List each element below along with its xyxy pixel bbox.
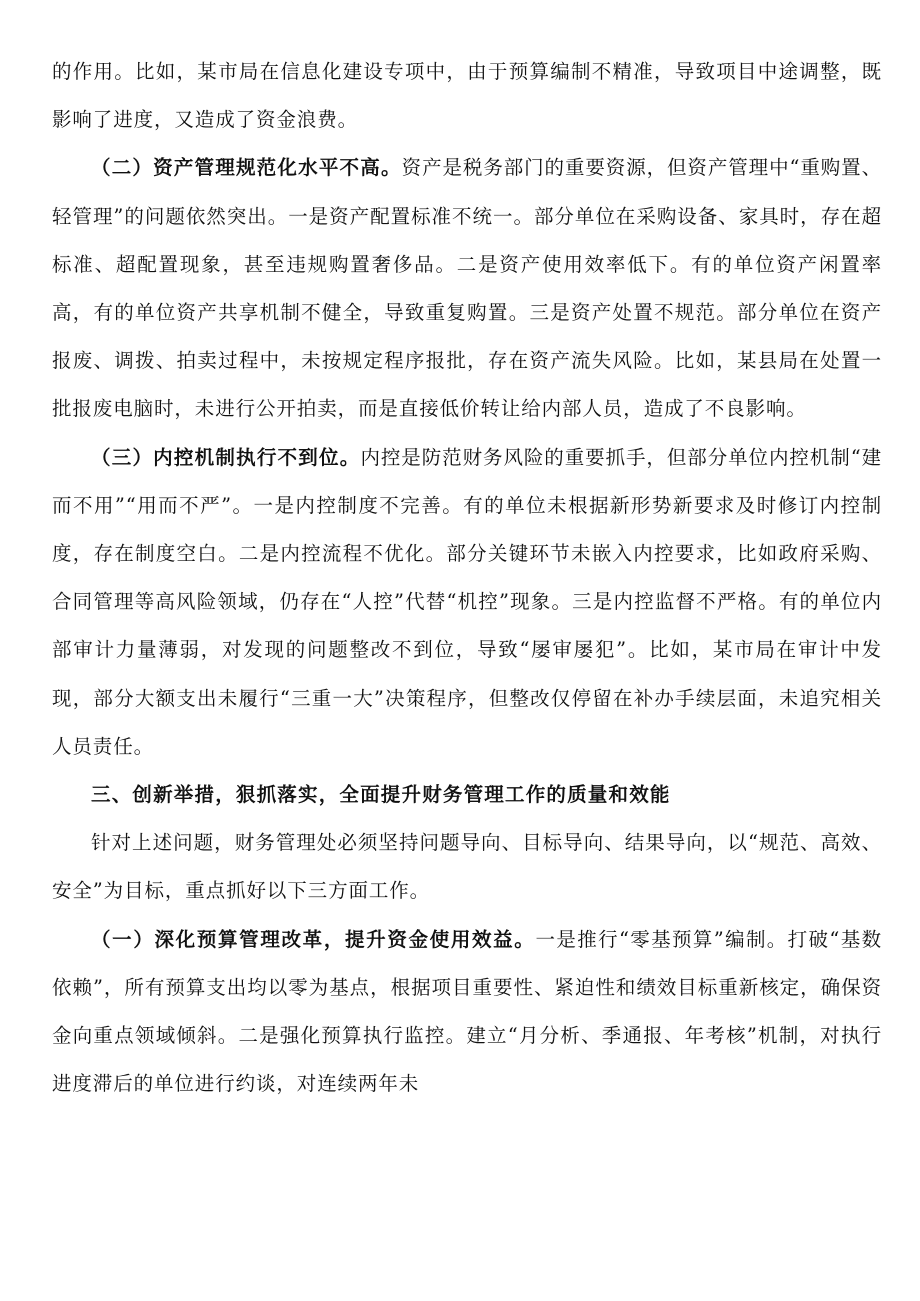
paragraph-internal-control xyxy=(52,434,882,771)
paragraph-heading: （二）资产管理规范化水平不高。 xyxy=(91,156,402,180)
paragraph-text: 针对上述问题，财务管理处必须坚持问题导向、目标导向、结果导向，以“规范、高效、安全”为目标，重点抓好以下三方面工作。 xyxy=(52,831,882,903)
paragraph-asset-management xyxy=(52,144,882,433)
section-heading: 三、创新举措，狠抓落实，全面提升财务管理工作的质量和效能 xyxy=(91,783,671,807)
paragraph-continuation xyxy=(52,48,882,144)
document-page xyxy=(52,48,882,1108)
paragraph-text: 一是推行“零基预算”编制。打破“基数依赖”，所有预算支出均以零为基点，根据项目重要性、紧迫性和绩效目标重新核定，确保资金向重点领域倾斜。二是强化预算执行监控。建立“月分析、季通报、年考核”机制，对执行进度滞后的单位进行约谈，对连续两年未 xyxy=(52,927,883,1096)
paragraph-text: 的作用。比如，某市局在信息化建设专项中，由于预算编制不精准，导致项目中途调整，既影响了进度，又造成了资金浪费。 xyxy=(52,60,882,132)
paragraph-intro xyxy=(52,819,882,915)
paragraph-budget-reform xyxy=(52,916,882,1109)
paragraph-text: 资产是税务部门的重要资源，但资产管理中“重购置、轻管理”的问题依然突出。一是资产配置标准不统一。部分单位在采购设备、家具时，存在超标准、超配置现象，甚至违规购置奢侈品。二是资产使用效率低下。有的单位资产闲置率高，有的单位资产共享机制不健全，导致重复购置。三是资产处置不规范。部分单位在资产报废、调拨、拍卖过程中，未按规定程序报批，存在资产流失风险。比如，某县局在处置一批报废电脑时，未进行公开拍卖，而是直接低价转让给内部人员，造成了不良影响。 xyxy=(52,156,882,421)
paragraph-heading: （三）内控机制执行不到位。 xyxy=(91,445,361,469)
paragraph-heading: （一）深化预算管理改革，提升资金使用效益。 xyxy=(91,927,536,951)
paragraph-text: 内控是防范财务风险的重要抓手，但部分单位内控机制“建而不用”“用而不严”。一是内控制度不完善。有的单位未根据新形势新要求及时修订内控制度，存在制度空白。二是内控流程不优化。部分关键环节未嵌入内控要求，比如政府采购、合同管理等高风险领域，仍存在“人控”代替“机控”现象。三是内控监督不严格。有的单位内部审计力量薄弱，对发现的问题整改不到位，导致“屡审屡犯”。比如，某市局在审计中发现，部分大额支出未履行“三重一大”决策程序，但整改仅停留在补办手续层面，未追究相关人员责任。 xyxy=(52,445,882,758)
